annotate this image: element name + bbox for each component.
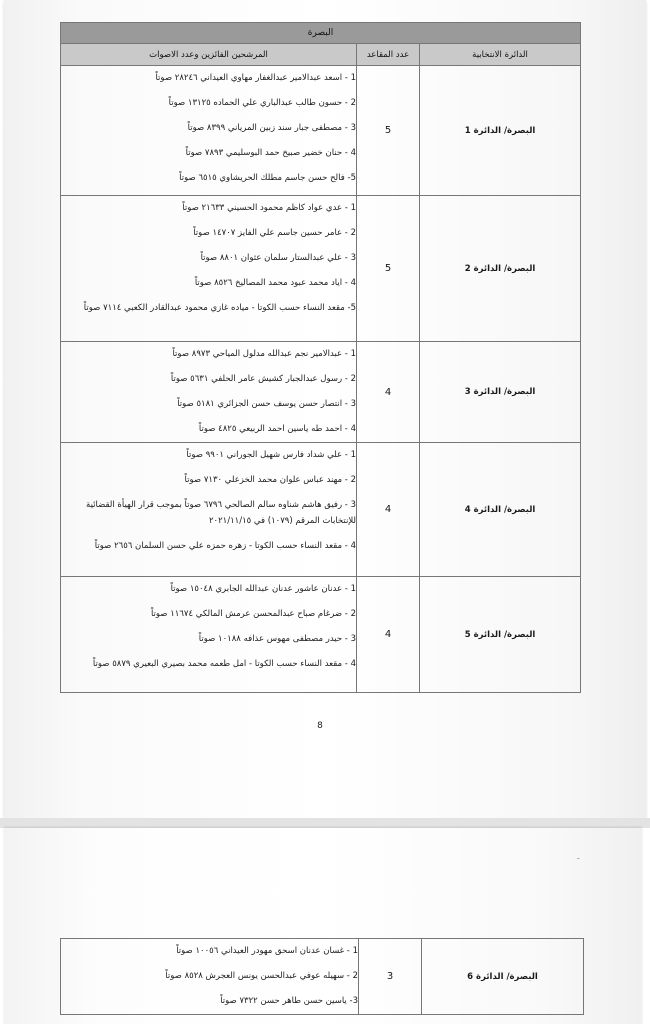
list-item: 1 - علي شداد فارس شهيل الجوراني ٩٩٠١ صوتاً [186, 450, 356, 460]
list-item: 4 - حنان خضير صبيخ حمد البوسليمي ٧٨٩٣ صوتاً [185, 148, 356, 158]
district-column-header: الدائرة الانتخابية [420, 44, 581, 66]
list-item: 1 - اسعد عبدالامير عبدالغفار مهاوي العيداني ٢٨٢٤٦ صوتاً [155, 73, 356, 83]
table-row [61, 939, 584, 1015]
list-item: 1 - عدنان عاشور عدنان عبدالله الجابري ١٥٠٤٨ صوتاً [170, 584, 356, 594]
candidates-column-header: المرشحين الفائزين وعدد الاصوات [61, 44, 357, 66]
list-item: 2 - عامر حسين جاسم علي الفايز ١٤٧٠٧ صوتاً [193, 228, 356, 238]
list-item: 4 - احمد طه ياسين احمد الربيعي ٤٨٢٥ صوتاً [198, 424, 356, 434]
seat-count: 3 [359, 939, 422, 1015]
list-item: 2 - رسول عبدالجبار كشيش عامر الحلفي ٥٦٣١ صوتاً [170, 374, 356, 384]
list-item: 3 - علي عبدالستار سلمان عثوان ٨٨٠١ صوتاً [200, 253, 356, 263]
district-name: البصرة/ الدائرة 3 [420, 342, 581, 443]
list-item: 4 - مقعد النساء حسب الكوتا - زهره حمزه علي حسن السلمان ٢٦٥٦ صوتاً [94, 541, 356, 551]
candidate-list [61, 939, 359, 1015]
list-item: 3 - انتصار حسن يوسف حسن الجزائري ٥١٨١ صوتاً [177, 399, 356, 409]
list-item: 5- فالح حسن جاسم مطلك الحريشاوي ٦٥١٥ صوتاً [179, 173, 356, 183]
candidate-list [61, 577, 357, 693]
list-item: 3 - مصطفى جبار سند زبين المرياني ٨٣٩٩ صوتاً [187, 123, 356, 133]
candidate-list [61, 342, 357, 443]
list-item: 3 - رفيق هاشم شناوه سالم الصالحي ٦٧٩٦ صوتاً بموجب قرار الهيأة القضائية للإنتخابات المرقم (١٠٧٩) في ٢٠٢١/١١/١٥ [86, 500, 356, 526]
list-item: 1 - غسان عدنان اسحق مهودر العيداني ١٠٠٥٦ صوتاً [176, 946, 358, 956]
list-item: 2 - مهند عباس علوان محمد الخزعلي ٧١٣٠ صوتاً [184, 475, 356, 485]
list-item: 1 - عبدالامير نجم عبدالله مدلول المياحي ٨٩٧٣ صوتاً [172, 349, 356, 359]
candidate-list [61, 443, 357, 577]
region-header: البصرة [61, 23, 581, 44]
list-item: 1 - عدي عواد كاظم محمود الحسيني ٢١٦٣٣ صوتاً [182, 203, 356, 213]
seat-count: 5 [357, 66, 420, 196]
continuation-table [60, 938, 584, 1015]
seats-column-header: عدد المقاعد [357, 44, 420, 66]
scan-mark: ـ [577, 852, 580, 861]
list-item: 4 - مقعد النساء حسب الكوتا - امل طعمه محمد بصيري البعيري ٥٨٧٩ صوتاً [92, 659, 356, 669]
list-item: 5- مقعد النساء حسب الكوتا - مياده غازي محمود عبدالقادر الكعبي ٧١١٤ صوتاً [83, 303, 356, 313]
page-number: 8 [317, 721, 323, 731]
list-item: 3- ياسين حسن طاهر حسن ٧٣٢٢ صوتاً [220, 996, 358, 1006]
candidate-list [61, 196, 357, 342]
list-item: 2 - سهيله عوفي عبدالحسن يونس العجرش ٨٥٢٨ صوتاً [165, 971, 358, 981]
seat-count: 4 [357, 342, 420, 443]
district-name: البصرة/ الدائرة 5 [420, 577, 581, 693]
district-name: البصرة/ الدائرة 2 [420, 196, 581, 342]
list-item: 4 - اياد محمد عبود محمد المصاليخ ٨٥٢٦ صوتاً [194, 278, 356, 288]
results-table [60, 22, 581, 693]
seat-count: 4 [357, 443, 420, 577]
table-row [61, 342, 581, 443]
district-name: البصرة/ الدائرة 4 [420, 443, 581, 577]
table-row [61, 577, 581, 693]
page-separator [0, 818, 650, 828]
seat-count: 5 [357, 196, 420, 342]
table-row [61, 66, 581, 196]
district-name: البصرة/ الدائرة 6 [422, 939, 584, 1015]
list-item: 2 - حسون طالب عبدالباري علي الحماده ١٣١٢٥ صوتاً [168, 98, 356, 108]
list-item: 3 - حيدر مصطفى مهوس عذافه ١٠١٨٨ صوتاً [198, 634, 356, 644]
table-row [61, 196, 581, 342]
district-name: البصرة/ الدائرة 1 [420, 66, 581, 196]
list-item: 2 - ضرغام صباح عبدالمحسن عرمش المالكي ١١٦٧٤ صوتاً [150, 609, 356, 619]
seat-count: 4 [357, 577, 420, 693]
table-row [61, 443, 581, 577]
candidate-list [61, 66, 357, 196]
